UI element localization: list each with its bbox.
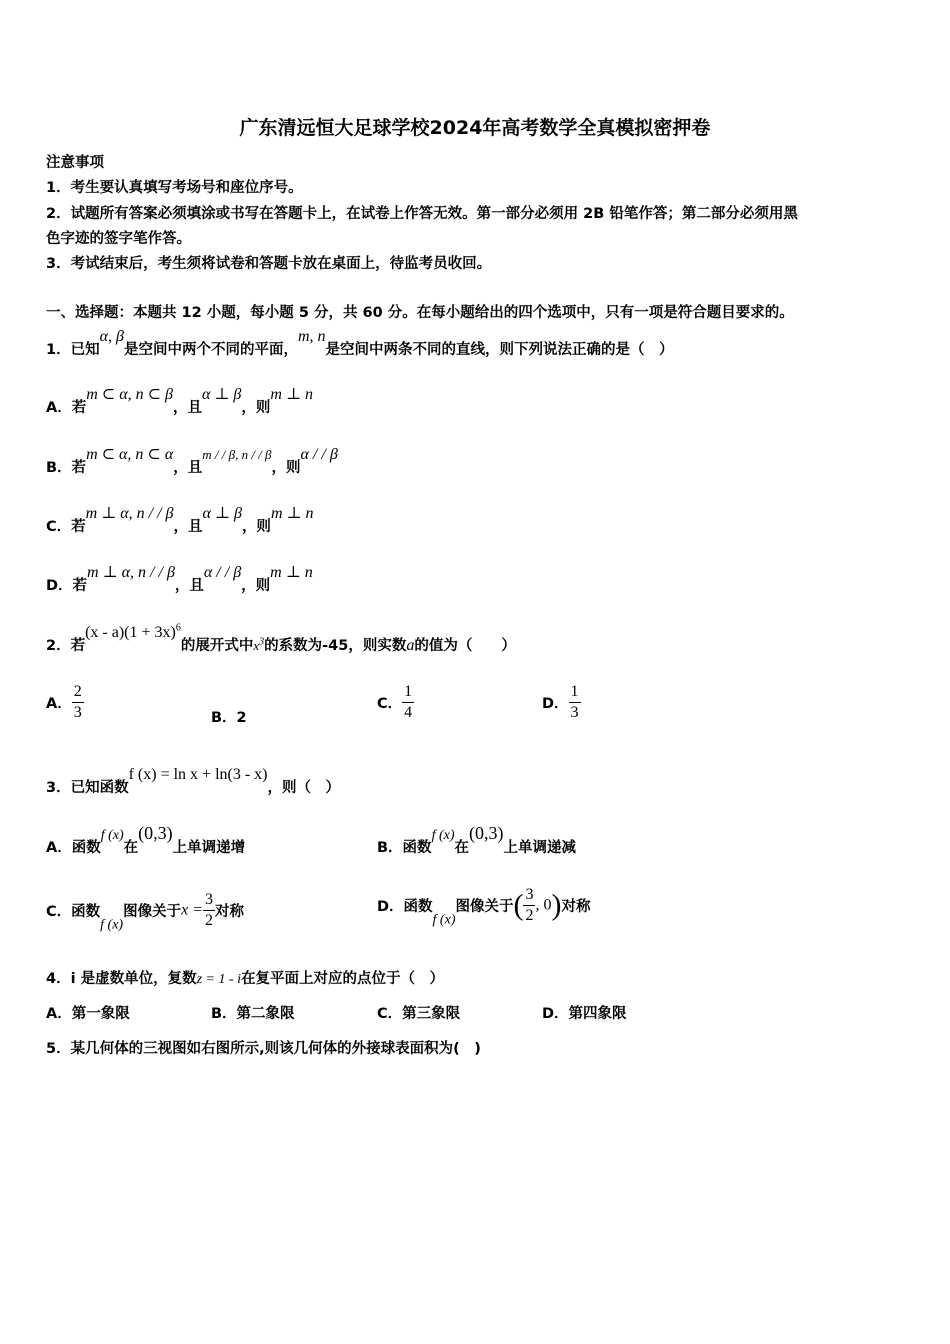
q1-option-c[interactable] [46,505,314,536]
q1-d-label: D．若 [46,578,88,594]
q3-c-x: x = [181,901,203,919]
q3-function: f (x) = ln x + ln(3 - x) [128,766,268,783]
q3-d-den: 2 [525,907,534,924]
q1-math-planes: α, β [99,328,124,345]
q2-x3 [253,638,264,653]
q1-c-label: C．若 [46,519,86,535]
section-1-heading: 一、选择题：本题共 12 小题，每小题 5 分，共 60 分。在每小题给出的四个选项中，只有一项是符合题目要求的。 [46,305,794,321]
q3-b-interval: (0,3) [469,823,504,843]
q1-a-result: m ⊥ n [270,386,313,403]
q2-d-den: 3 [570,704,579,721]
q3-a-f: f (x) [100,828,124,843]
q1-a-cond2: α ⊥ β [201,386,242,403]
q1-d-then: ，则 [241,578,271,594]
q1-a-cond1: m ⊂ α, n ⊂ β [86,386,173,403]
q3-option-d[interactable] [377,885,590,929]
q1-math-lines: m, n [297,328,326,345]
q2-expr [85,624,181,641]
notice-item-2a: 2．试题所有答案必须填涂或书写在答题卡上，在试卷上作答无效。第一部分必须用 2B 铅笔作答；第二部分必须用黑 [46,206,798,222]
q2-expr-body: (x - a)(1 + 3x) [85,624,176,641]
q3-d-num: 3 [523,885,535,906]
q1-d-cond2: α / / β [203,564,242,581]
q1-d-result: m ⊥ n [270,564,313,581]
q2-option-d[interactable] [542,682,581,723]
q3-d-paren-left: ( [513,888,524,922]
q1-c-cond2: α ⊥ β [202,505,242,522]
q1-c-result: m ⊥ n [270,505,314,522]
q3-d-f: f (x) [432,912,456,928]
q1-b-cond1: m ⊂ α, n ⊂ α [86,446,174,463]
q1-b-result: α / / β [300,446,338,463]
q3-a-label: A．函数 [46,840,101,856]
q3-a-desc: 上单调递增 [172,840,246,856]
q1-text-3: 是空间中两条不同的直线，则下列说法正确的是（ ） [325,342,674,358]
q3-c-f: f (x) [100,917,124,933]
q1-d-and: ，且 [174,578,204,594]
q3-b-label: B．函数 [377,840,432,856]
q1-a-then: ，则 [241,400,271,416]
q1-b-then: ，则 [271,460,301,476]
q3-d-zero: , 0 [535,896,552,914]
q1-c-and: ，且 [173,519,203,535]
page-title: 广东清远恒大足球学校2024年高考数学全真模拟密押卷 [239,117,711,139]
q4-option-a[interactable]: A．第一象限 [46,1006,130,1022]
q4-text-2: 在复平面上对应的点位于（ ） [241,971,445,987]
q1-option-b[interactable] [46,446,338,477]
q4-option-c[interactable]: C．第三象限 [377,1006,461,1022]
q1-d-cond1: m ⊥ α, n / / β [87,564,175,581]
q3-b-f: f (x) [431,828,455,843]
q2-d-label: D． [542,696,569,712]
q2-text-4: 的值为（ ） [414,638,516,654]
q2-a-num: 2 [72,682,84,703]
q3-a-interval: (0,3) [138,823,173,843]
q3-b-desc: 上单调递减 [503,840,576,856]
q3-c-label: C．函数 [46,904,101,920]
q1-a-label: A．若 [46,400,87,416]
q2-c-fraction [402,682,414,723]
question-1 [46,328,674,359]
q2-d-num: 1 [569,682,581,703]
q3-d-label: D．函数 [377,899,433,915]
q4-text-1: 4．i 是虚数单位，复数 [46,971,197,987]
q3-option-c[interactable] [46,890,244,934]
q2-d-fraction [569,682,581,723]
q3-text-2: ，则（ ） [267,780,340,796]
q3-text-1: 3．已知函数 [46,780,129,796]
q2-a-fraction [72,682,84,723]
q3-d-fraction [523,885,535,926]
q3-b-in: 在 [454,840,469,856]
q1-text-1: 1．已知 [46,342,100,358]
q3-c-about: 图像关于 [123,904,182,920]
q2-text-3: 的系数为-45，则实数 [264,638,407,654]
q2-c-den: 4 [404,704,413,721]
q2-a-label: A． [46,696,72,712]
q2-option-c[interactable] [377,682,414,723]
q3-c-fraction [203,890,215,931]
question-5: 5．某几何体的三视图如右图所示,则该几何体的外接球表面积为( ) [46,1041,481,1057]
q2-x-base: x [253,638,260,653]
q2-a-den: 3 [73,704,82,721]
q4-option-d[interactable]: D．第四象限 [542,1006,627,1022]
q2-c-num: 1 [402,682,414,703]
q3-option-a[interactable] [46,823,246,857]
q3-c-sym: 对称 [215,904,244,920]
q2-text-1: 2．若 [46,638,86,654]
q3-option-b[interactable] [377,823,576,857]
q2-option-a[interactable] [46,682,84,723]
q3-d-sym: 对称 [561,899,591,915]
q3-c-den: 2 [205,912,213,929]
notice-item-1: 1．考生要认真填写考场号和座位序号。 [46,180,303,196]
notice-heading: 注意事项 [46,155,104,171]
q1-c-then: ，则 [241,519,271,535]
q4-z: z = 1 - i [196,972,242,987]
question-3 [46,766,340,797]
q2-c-label: C． [377,696,403,712]
q2-option-b[interactable]: B．2 [211,710,247,726]
q1-text-2: 是空间中两个不同的平面， [123,342,298,358]
q3-a-in: 在 [123,840,139,856]
q3-d-about: 图像关于 [455,899,514,915]
q1-c-cond1: m ⊥ α, n / / β [85,505,174,522]
question-4 [46,967,444,988]
q2-x-exponent: 3 [259,636,265,648]
notice-item-2b: 色字迹的签字笔作答。 [46,231,191,247]
q3-c-num: 3 [203,890,215,911]
q4-option-b[interactable]: B．第二象限 [211,1006,295,1022]
q3-d-paren-right: ) [551,888,562,922]
q1-b-and: ，且 [173,460,203,476]
q2-text-2: 的展开式中 [180,638,254,654]
q2-expr-exponent: 6 [175,622,181,634]
q1-b-cond2: m / / β, n / / β [202,447,272,462]
question-2 [46,622,516,655]
q1-a-and: ，且 [172,400,202,416]
q1-option-d[interactable] [46,564,313,595]
q2-a: a [406,637,415,654]
notice-item-3: 3．考试结束后，考生须将试卷和答题卡放在桌面上，待监考员收回。 [46,256,492,272]
q1-option-a[interactable] [46,386,313,417]
q1-b-label: B．若 [46,460,87,476]
